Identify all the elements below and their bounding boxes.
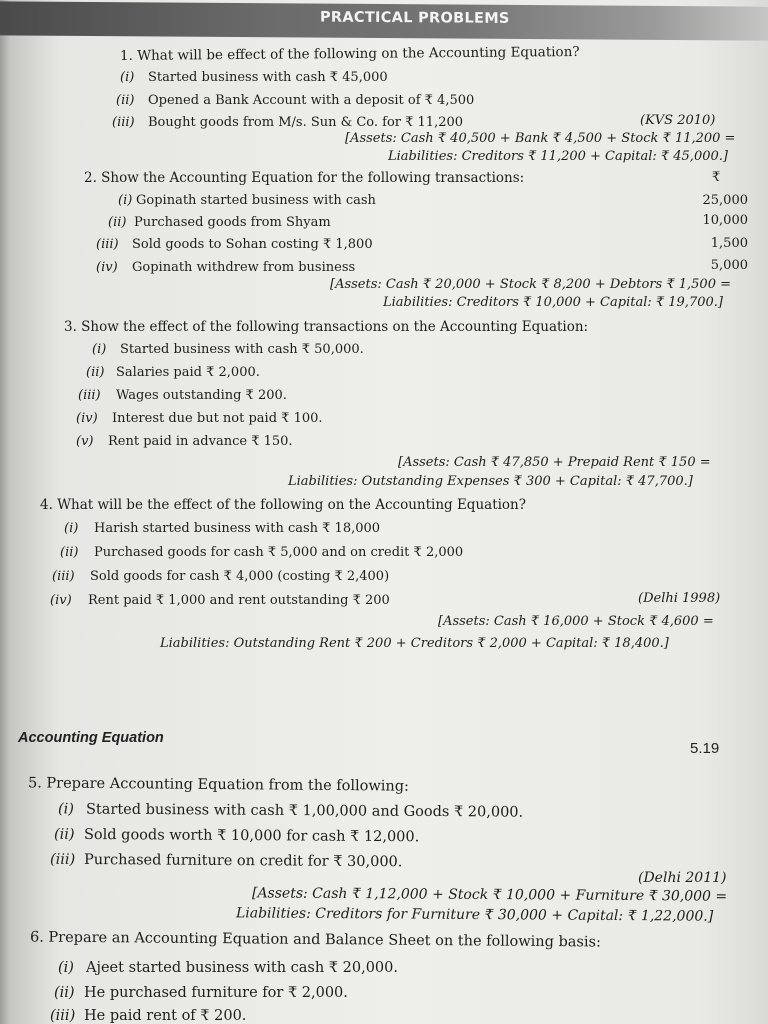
problem-4-item: (iii) Sold goods for cash ₹ 4,000 (costing ₹ 2,400) (52, 569, 390, 584)
problem-5-question: 5. Prepare Accounting Equation from the following: (27, 775, 410, 795)
problem-5-answer-line2: Liabilities: Creditors for Furniture ₹ 30,000 + Capital: ₹ 1,22,000.] (235, 905, 714, 925)
problem-1-item: (i) Started business with cash ₹ 45,000 (120, 70, 388, 85)
problem-2-amount: 10,000 (702, 213, 748, 228)
problem-3-question: 3. Show the effect of the following transactions on the Accounting Equation: (64, 319, 589, 335)
problem-1-answer-line1: [Assets: Cash ₹ 40,500 + Bank ₹ 4,500 + Stock ₹ 11,200 = (345, 131, 736, 146)
problem-2-amount: 1,500 (710, 236, 748, 251)
problem-3-answer-line1: [Assets: Cash ₹ 47,850 + Prepaid Rent ₹ 150 = (398, 455, 711, 470)
problem-4-answer-line2: Liabilities: Outstanding Rent ₹ 200 + Creditors ₹ 2,000 + Capital: ₹ 18,400.] (160, 636, 669, 651)
problem-6-item: (iii) He paid rent of ₹ 200. (50, 1008, 247, 1024)
problem-4-item: (iv) Rent paid ₹ 1,000 and rent outstanding ₹ 200 (50, 593, 390, 608)
problem-1-answer-line2: Liabilities: Creditors ₹ 11,200 + Capital: ₹ 45,000.] (388, 149, 728, 164)
currency-heading: ₹ (712, 170, 721, 185)
problem-2-item: (iii) Sold goods to Sohan costing ₹ 1,800 (96, 237, 373, 252)
chapter-title: Accounting Equation (18, 730, 164, 746)
problem-4-question: 4. What will be the effect of the following on the Accounting Equation? (40, 497, 526, 513)
problem-2-amount: 25,000 (702, 193, 748, 208)
problem-2-item: (ii) Purchased goods from Shyam (108, 215, 331, 230)
problem-3-item: (iv) Interest due but not paid ₹ 100. (76, 411, 323, 426)
problem-3-answer-line2: Liabilities: Outstanding Expenses ₹ 300 + Capital: ₹ 47,700.] (288, 474, 693, 489)
page-number: 5.19 (690, 740, 720, 757)
problem-2-answer-line1: [Assets: Cash ₹ 20,000 + Stock ₹ 8,200 + Debtors ₹ 1,500 = (330, 277, 732, 292)
problem-4-answer-line1: [Assets: Cash ₹ 16,000 + Stock ₹ 4,600 = (438, 614, 714, 629)
problem-1-question: 1. What will be effect of the following on the Accounting Equation? (119, 43, 580, 65)
problem-5-item: (i) Started business with cash ₹ 1,00,000 and Goods ₹ 20,000. (57, 801, 524, 821)
problem-5-item: (iii) Purchased furniture on credit for ₹ 30,000. (49, 851, 403, 871)
problem-2-item: (iv) Gopinath withdrew from business (96, 260, 356, 275)
problem-6-item: (ii) He purchased furniture for ₹ 2,000. (54, 985, 348, 1001)
problem-6-item: (i) Ajeet started business with cash ₹ 20,000. (58, 960, 398, 976)
problem-1-item: (ii) Opened a Bank Account with a deposit of ₹ 4,500 (116, 93, 475, 108)
problem-4-item: (i) Harish started business with cash ₹ 18,000 (64, 521, 381, 536)
problem-1-item: (iii) Bought goods from M/s. Sun & Co. for ₹ 11,200 (112, 115, 464, 130)
problem-6-question: 6. Prepare an Accounting Equation and Balance Sheet on the following basis: (29, 929, 601, 951)
problem-2-amount: 5,000 (710, 258, 748, 273)
banner-title: PRACTICAL PROBLEMS (320, 9, 510, 27)
problem-3-item: (v) Rent paid in advance ₹ 150. (76, 434, 293, 449)
problem-4-source: (Delhi 1998) (638, 591, 721, 606)
problem-3-item: (iii) Wages outstanding ₹ 200. (78, 388, 287, 403)
section-banner (0, 1, 768, 40)
problem-2-item: (i) Gopinath started business with cash (118, 193, 376, 208)
problem-5-answer-line1: [Assets: Cash ₹ 1,12,000 + Stock ₹ 10,000 + Furniture ₹ 30,000 = (251, 885, 728, 905)
problem-2-question: 2. Show the Accounting Equation for the following transactions: (84, 170, 525, 186)
problem-3-item: (i) Started business with cash ₹ 50,000. (92, 342, 364, 357)
problem-5-item: (ii) Sold goods worth ₹ 10,000 for cash ₹ 12,000. (53, 826, 420, 846)
problem-4-item: (ii) Purchased goods for cash ₹ 5,000 and on credit ₹ 2,000 (60, 545, 464, 560)
problem-5-source: (Delhi 2011) (638, 870, 727, 886)
problem-1-source: (KVS 2010) (640, 113, 716, 128)
problem-3-item: (ii) Salaries paid ₹ 2,000. (86, 365, 260, 380)
problem-2-answer-line2: Liabilities: Creditors ₹ 10,000 + Capital: ₹ 19,700.] (383, 295, 723, 310)
